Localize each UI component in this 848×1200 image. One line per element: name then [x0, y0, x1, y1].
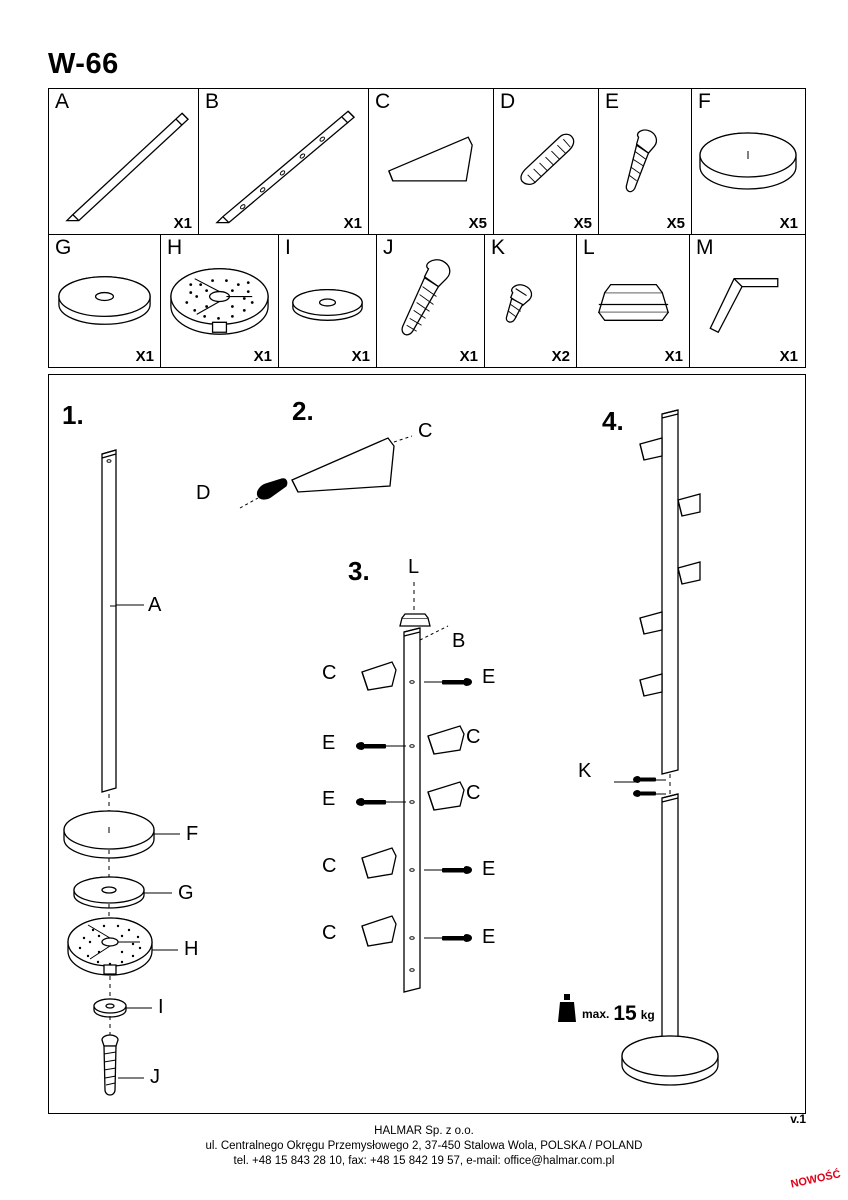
dowel-icon — [494, 89, 598, 234]
footer — [0, 1124, 848, 1169]
step-4-label-k: K — [578, 760, 592, 782]
max-load-unit: kg — [640, 1008, 655, 1022]
part-cell-l — [577, 235, 690, 367]
max-load-value: 15 — [613, 1002, 637, 1025]
part-qty: X1 — [351, 348, 370, 365]
part-cell-j — [377, 235, 485, 367]
part-cell-m — [690, 235, 804, 367]
part-qty: X5 — [573, 215, 592, 232]
step-1-number: 1. — [62, 400, 84, 430]
part-cell-g — [49, 235, 161, 367]
part-letter: D — [500, 90, 516, 113]
max-load-badge — [556, 992, 655, 1024]
part-letter: J — [383, 236, 394, 259]
footer-address: ul. Centralnego Okręgu Przemysłowego 2, 37-450 Stalowa Wola, POLSKA / POLAND — [205, 1140, 643, 1152]
part-cell-b — [199, 89, 369, 234]
long-tube-holes-icon — [199, 89, 368, 234]
step-3-label-e-1: E — [482, 666, 496, 688]
page-title: W-66 — [48, 48, 119, 80]
step-2-number: 2. — [292, 396, 314, 426]
step-3-label-c-1: C — [322, 662, 337, 684]
step-3-label-b: B — [452, 630, 466, 652]
part-letter: E — [605, 90, 620, 113]
footer-company: HALMAR Sp. z o.o. — [374, 1125, 474, 1137]
part-letter: L — [583, 236, 595, 259]
part-letter: I — [285, 236, 291, 259]
step-1-label-i: I — [158, 996, 164, 1018]
step-2-label-c: C — [418, 420, 433, 442]
part-qty: X1 — [779, 215, 798, 232]
part-letter: M — [696, 236, 714, 259]
part-qty: X1 — [135, 348, 154, 365]
step-1-label-g: G — [178, 882, 194, 904]
weight-icon — [556, 992, 578, 1024]
part-cell-a — [49, 89, 199, 234]
step-1-label-a: A — [148, 594, 162, 616]
footer-contact: tel. +48 15 843 28 10, fax: +48 15 842 19 57, e-mail: office@halmar.com.pl — [233, 1155, 615, 1167]
step-2-diagram — [200, 420, 450, 530]
part-cell-d — [494, 89, 599, 234]
promo-badge: NOWOŚĆ — [789, 1168, 842, 1191]
step-1-label-j: J — [150, 1066, 160, 1088]
step-3-label-c-5: C — [322, 922, 337, 944]
step-3-label-c-2: C — [466, 726, 481, 748]
step-2-label-d: D — [196, 482, 211, 504]
part-letter: C — [375, 90, 391, 113]
part-qty: X1 — [664, 348, 683, 365]
step-3-label-e-2: E — [322, 732, 336, 754]
hook-plate-icon — [369, 89, 493, 234]
part-cell-f — [692, 89, 804, 234]
step-3-label-c-4: C — [322, 855, 337, 877]
screw-icon — [599, 89, 691, 234]
part-letter: G — [55, 236, 72, 259]
step-1-label-h: H — [184, 938, 199, 960]
step-1-diagram — [60, 430, 280, 1110]
part-cell-c — [369, 89, 494, 234]
step-1-label-f: F — [186, 823, 199, 845]
part-qty: X1 — [343, 215, 362, 232]
part-cell-i — [279, 235, 377, 367]
max-load-prefix: max. — [582, 1007, 610, 1021]
part-qty: X5 — [666, 215, 685, 232]
step-3-label-c-3: C — [466, 782, 481, 804]
part-letter: F — [698, 90, 711, 113]
step-3-label-l: L — [408, 556, 420, 578]
part-cell-e — [599, 89, 692, 234]
part-cell-k — [485, 235, 577, 367]
step-4-number: 4. — [602, 406, 624, 436]
part-qty: X5 — [468, 215, 487, 232]
step-3-label-e-3: E — [322, 788, 336, 810]
part-qty: X1 — [779, 348, 798, 365]
part-letter: K — [491, 236, 506, 259]
part-letter: H — [167, 236, 183, 259]
long-tube-icon — [49, 89, 198, 234]
part-qty: X1 — [253, 348, 272, 365]
part-cell-h — [161, 235, 279, 367]
part-qty: X1 — [459, 348, 478, 365]
round-base-top-icon — [692, 89, 804, 234]
step-3-diagram — [320, 560, 540, 1010]
step-3-number: 3. — [348, 556, 370, 586]
part-qty: X1 — [173, 215, 192, 232]
parts-row-2 — [49, 234, 805, 367]
part-letter: B — [205, 90, 220, 113]
step-3-label-e-4: E — [482, 858, 496, 880]
step-3-label-e-5: E — [482, 926, 496, 948]
part-qty: X2 — [551, 348, 570, 365]
part-letter: A — [55, 90, 70, 113]
version-label: v.1 — [790, 1112, 806, 1126]
parts-row-1 — [49, 89, 805, 234]
parts-list — [48, 88, 806, 368]
